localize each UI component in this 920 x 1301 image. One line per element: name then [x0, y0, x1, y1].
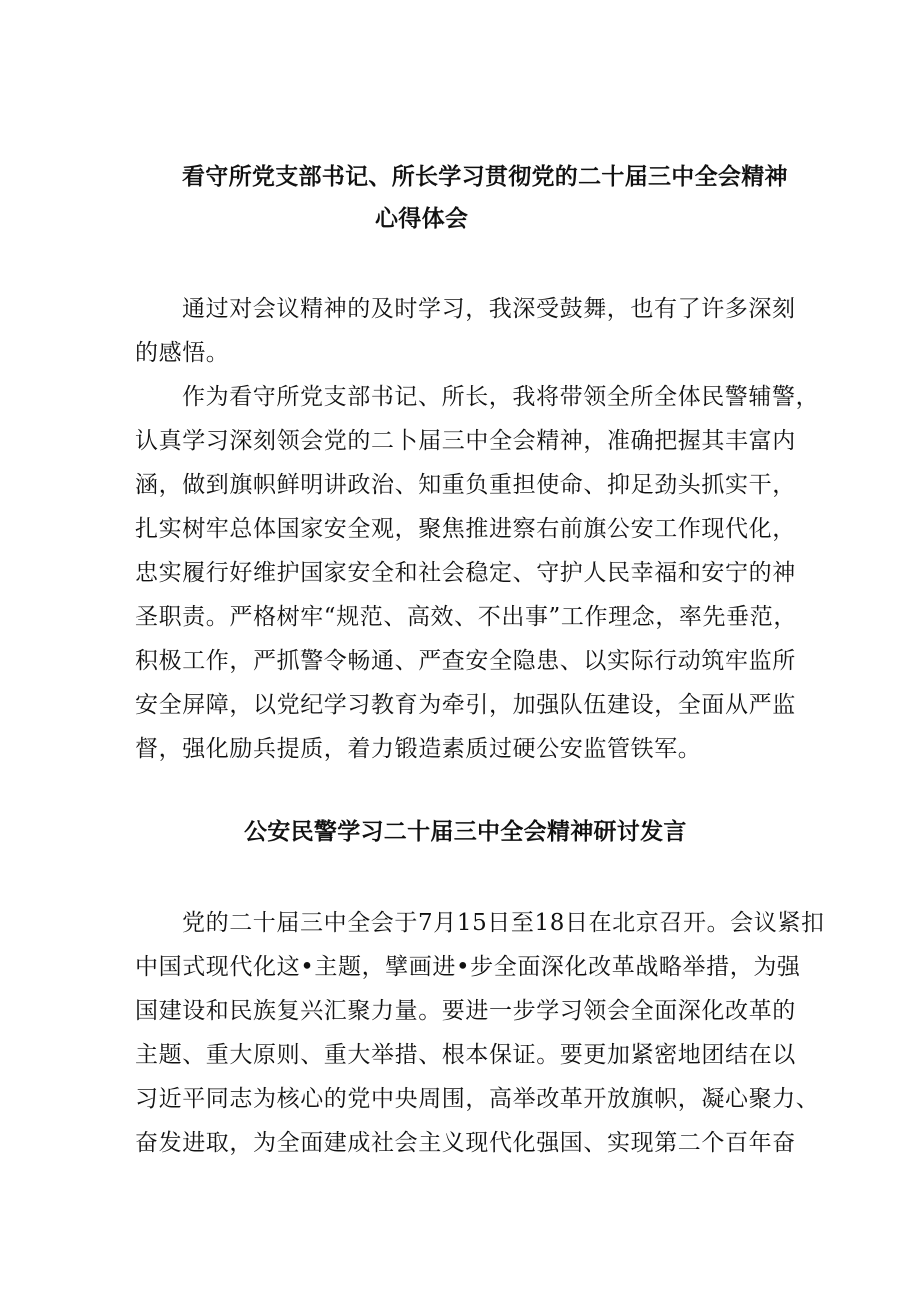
paragraph-line: 忠实履行好维护国家安全和社会稳定、守护人民幸福和安宁的神 — [135, 560, 796, 586]
paragraph-line: 积极工作，严抓警令畅通、严查安全隐患、以实际行动筑牢监所 — [135, 648, 796, 674]
paragraph-line: 作为看守所党支部书记、所长，我将带领全所全体民警辅警， — [182, 384, 820, 410]
paragraph-line: 通过对会议精神的及时学习，我深受鼓舞，也有了许多深刻 — [182, 296, 796, 322]
paragraph-line: 扎实树牢总体国家安全观，聚焦推进察右前旗公安工作现代化， — [135, 516, 796, 542]
paragraph-line: 奋发进取，为全面建成社会主义现代化强国、实现第二个百年奋 — [135, 1130, 796, 1156]
section1-title-line1: 看守所党支部书记、所长学习贯彻党的二十届三中全会精神 — [182, 163, 788, 190]
paragraph-line: 中国式现代化这•主题，擘画进•步全面深化改革战略举措，为强 — [135, 954, 801, 980]
section1-title-line2: 心得体会 — [375, 205, 469, 232]
section2-title: 公安民警学习二十届三中全会精神研讨发言 — [244, 818, 687, 845]
paragraph-line: 国建设和民族复兴汇聚力量。要进一步学习领会全面深化改革的 — [135, 998, 796, 1024]
paragraph-line: 圣职责。严格树牢“规范、高效、不出事”工作理念，率先垂范， — [135, 604, 797, 630]
paragraph-line: 主题、重大原则、重大举措、根本保证。要更加紧密地团结在以 — [135, 1042, 796, 1068]
paragraph-line: 涵，做到旗帜鲜明讲政治、知重负重担使命、抑足劲头抓实干， — [135, 472, 796, 498]
paragraph-line: 习近平同志为核心的党中央周围，高举改革开放旗帜，凝心聚力、 — [135, 1086, 820, 1112]
paragraph-line: 的感悟。 — [135, 340, 230, 366]
paragraph-line: 党的二十届三中全会于7月15日至18日在北京召开。会议紧扣 — [182, 910, 825, 936]
paragraph-line: 认真学习深刻领会党的二卜届三中全会精神，准确把握其丰富内 — [135, 428, 796, 454]
paragraph-line: 安全屏障，以党纪学习教育为牵引，加强队伍建设，全面从严监 — [135, 692, 796, 718]
paragraph-line: 督，强化励兵提质，着力锻造素质过硬公安监管铁军。 — [135, 736, 702, 762]
